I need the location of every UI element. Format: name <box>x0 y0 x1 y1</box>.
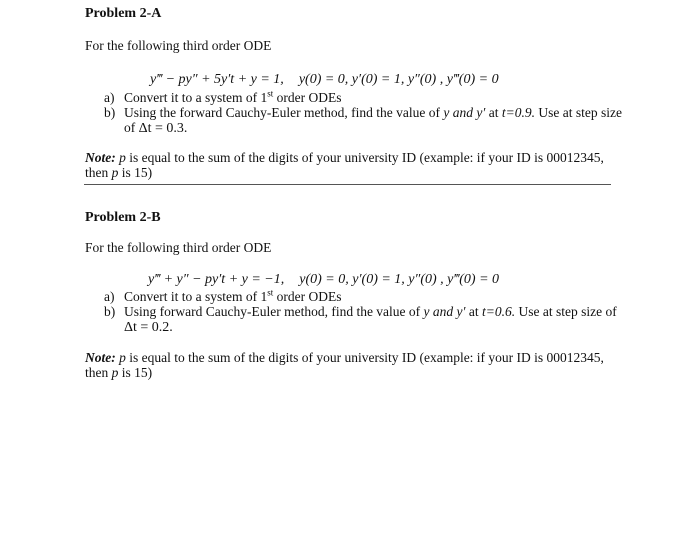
problem-a-part-a-text <box>124 90 629 105</box>
problem-a-part-b-marker: b) <box>104 105 116 120</box>
problem-b-part-a-text-end: order ODEs <box>273 289 342 304</box>
problem-a-note-text: is equal to the sum of the digits of your university ID (example: if your ID is 00012345, then <box>85 150 604 180</box>
problem-b-part-a-marker: a) <box>104 289 115 304</box>
problem-b-note-text-end: is 15) <box>118 365 153 380</box>
section-divider <box>84 184 611 185</box>
problem-b-part-b-text-1: Using forward Cauchy-Euler method, find the value of <box>124 304 424 319</box>
problem-b-note-text: is equal to the sum of the digits of your university ID (example: if your ID is 00012345, then <box>85 350 604 380</box>
problem-a-note-text-end: is 15) <box>118 165 153 180</box>
problem-a-note <box>85 150 610 180</box>
problem-a-initial-conditions: y(0) = 0, y′(0) = 1, y″(0) , y‴(0) = 0 <box>298 72 499 87</box>
problem-b-note-p: p <box>119 350 126 365</box>
problem-b-ode <box>148 272 499 288</box>
problem-a-note-p: p <box>119 150 126 165</box>
problem-b-ode-equation: y‴ + y″ − py′t + y = −1, <box>148 272 285 287</box>
problem-b-part-b-text <box>124 304 629 335</box>
problem-a-part-b-vars: y and y′ <box>443 105 486 120</box>
problem-b-part-a-text <box>124 289 629 304</box>
problem-a-intro: For the following third order ODE <box>85 38 272 53</box>
problem-b-note-label: Note: <box>85 350 116 365</box>
problem-b-heading: Problem 2-B <box>85 210 161 225</box>
problem-a-ode-equation: y‴ − py″ + 5y′t + y = 1, <box>150 72 284 87</box>
problem-b-part-a-superscript: st <box>267 287 274 298</box>
problem-b-note <box>85 350 610 380</box>
problem-b-part-b-text-3: Use at step size of <box>515 304 617 319</box>
problem-a-part-b-text-3: Use at step size of <box>124 105 622 135</box>
problem-a-part-a-text-start: Convert it to a system of 1 <box>124 90 268 105</box>
problem-b-part-b-time: t=0.6. <box>481 304 516 319</box>
problem-b-part-b-marker: b) <box>104 304 116 319</box>
problem-a-note-label: Note: <box>85 150 116 165</box>
problem-b-part-b-step: Δt = 0.2. <box>124 320 173 335</box>
problem-b-note-p2: p <box>111 365 119 380</box>
problem-a-part-b-text <box>124 105 629 136</box>
problem-a-ode <box>150 72 499 88</box>
problem-b-initial-conditions: y(0) = 0, y′(0) = 1, y″(0) , y‴(0) = 0 <box>299 272 500 287</box>
problem-b-part-b-text-2: at <box>465 304 482 319</box>
problem-a-heading: Problem 2-A <box>85 6 162 21</box>
problem-b-part-a-text-start: Convert it to a system of 1 <box>124 289 268 304</box>
problem-a-part-b-step: Δt = 0.3. <box>138 121 188 136</box>
problem-a-part-b-text-1: Using the forward Cauchy-Euler method, find the value of <box>124 105 444 120</box>
problem-b-intro: For the following third order ODE <box>85 240 272 255</box>
problem-a-note-p2: p <box>111 165 119 180</box>
problem-a-part-a-superscript: st <box>267 88 274 99</box>
problem-a-part-b-time: t=0.9. <box>501 105 535 120</box>
problem-b-part-b-vars: y and y′ <box>423 304 466 319</box>
problem-a-part-a-text-end: order ODEs <box>273 90 342 105</box>
problem-a-part-a-marker: a) <box>104 90 115 105</box>
problem-a-part-b-text-2: at <box>485 105 502 120</box>
